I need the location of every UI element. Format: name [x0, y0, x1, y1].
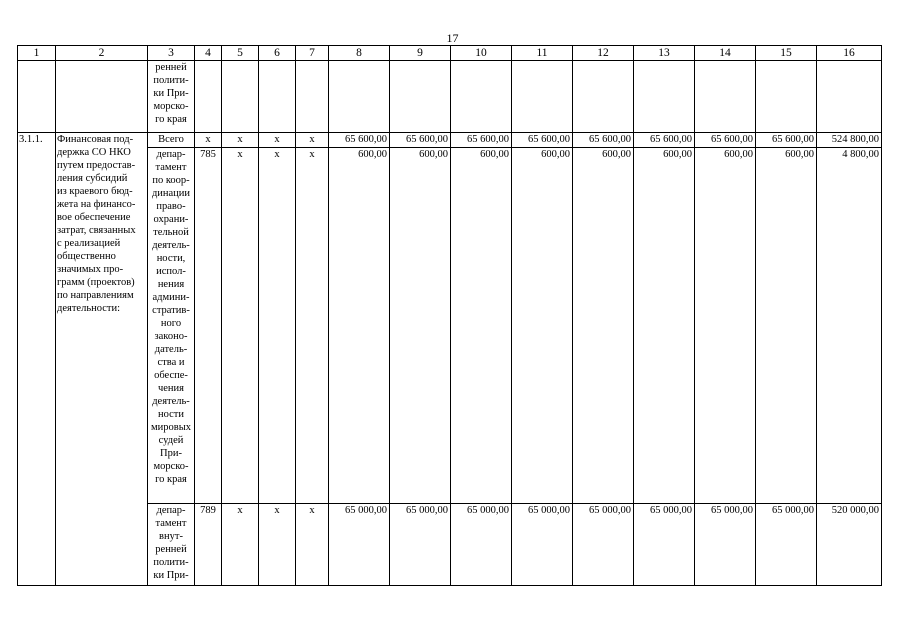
- table-cell: [756, 61, 817, 133]
- column-header: 10: [451, 46, 512, 61]
- table-row-total: [18, 133, 882, 148]
- column-header: 6: [259, 46, 296, 61]
- column-header: 16: [817, 46, 882, 61]
- value-cell: 65 600,00: [329, 133, 390, 148]
- table-cell: [222, 61, 259, 133]
- table-cell: [817, 61, 882, 133]
- value-cell: 600,00: [695, 148, 756, 504]
- table-cell: [296, 61, 329, 133]
- value-cell: 65 000,00: [756, 504, 817, 586]
- code-cell: х: [195, 133, 222, 148]
- code-cell: х: [222, 133, 259, 148]
- table-row: [18, 148, 882, 504]
- code-cell: х: [259, 133, 296, 148]
- column-header: 7: [296, 46, 329, 61]
- column-header: 13: [634, 46, 695, 61]
- column-header: 3: [148, 46, 195, 61]
- table-cell: [634, 61, 695, 133]
- code-cell: х: [222, 504, 259, 586]
- table-cell: [259, 61, 296, 133]
- column-header-row: [18, 46, 882, 61]
- table-cell: [573, 61, 634, 133]
- item-code: 3.1.1.: [18, 133, 56, 586]
- responsible-cell: депар- тамент по коор- динации право- охрани- тельной деятель- ности, испол- нения админи- стратив- ного законо- датель- ства и обеспе- чения деятель- ности мировых судей При- морско- го края: [148, 148, 195, 504]
- value-cell: 65 600,00: [451, 133, 512, 148]
- column-header: 5: [222, 46, 259, 61]
- page-number: 17: [446, 31, 459, 45]
- table-cell: [451, 61, 512, 133]
- value-cell: 65 000,00: [451, 504, 512, 586]
- sum-cell: 520 000,00: [817, 504, 882, 586]
- code-cell: х: [222, 148, 259, 504]
- column-header: 8: [329, 46, 390, 61]
- column-header: 12: [573, 46, 634, 61]
- table-cell: [695, 61, 756, 133]
- column-header: 4: [195, 46, 222, 61]
- table-row: [18, 504, 882, 586]
- value-cell: 65 000,00: [390, 504, 451, 586]
- column-header: 11: [512, 46, 573, 61]
- value-cell: 65 000,00: [329, 504, 390, 586]
- responsible-cell: депар- тамент внут- ренней полити- ки При-: [148, 504, 195, 586]
- sum-cell: 4 800,00: [817, 148, 882, 504]
- value-cell: 600,00: [573, 148, 634, 504]
- value-cell: 65 000,00: [573, 504, 634, 586]
- code-cell: х: [296, 148, 329, 504]
- value-cell: 600,00: [512, 148, 573, 504]
- table-cell: [390, 61, 451, 133]
- value-cell: 600,00: [634, 148, 695, 504]
- responsible-cell: ренней полити- ки При- морско- го края: [148, 61, 195, 133]
- value-cell: 65 600,00: [695, 133, 756, 148]
- column-header: 2: [56, 46, 148, 61]
- column-header: 15: [756, 46, 817, 61]
- column-header: 14: [695, 46, 756, 61]
- value-cell: 65 000,00: [512, 504, 573, 586]
- code-cell: х: [296, 133, 329, 148]
- value-cell: 600,00: [329, 148, 390, 504]
- value-cell: 65 600,00: [512, 133, 573, 148]
- value-cell: 65 600,00: [390, 133, 451, 148]
- code-cell: х: [259, 504, 296, 586]
- value-cell: 65 600,00: [573, 133, 634, 148]
- table-row: [18, 61, 882, 133]
- item-name: Финансовая под- держка СО НКО путем предостав- ления субсидий из краевого бюд- жета на финансо- вое обеспечение затрат, связанных с реализацией общественно значимых про- грамм (проектов) по направлениям деятельности:: [56, 133, 148, 586]
- value-cell: 65 000,00: [634, 504, 695, 586]
- table-cell: [329, 61, 390, 133]
- column-header: 9: [390, 46, 451, 61]
- table-cell: [56, 61, 148, 133]
- sum-cell: 524 800,00: [817, 133, 882, 148]
- value-cell: 65 000,00: [695, 504, 756, 586]
- value-cell: 65 600,00: [756, 133, 817, 148]
- table-cell: [195, 61, 222, 133]
- table-cell: [512, 61, 573, 133]
- value-cell: 600,00: [756, 148, 817, 504]
- value-cell: 600,00: [451, 148, 512, 504]
- value-cell: 600,00: [390, 148, 451, 504]
- code-cell: х: [296, 504, 329, 586]
- code-cell: 785: [195, 148, 222, 504]
- budget-table: [17, 45, 882, 586]
- column-header: 1: [18, 46, 56, 61]
- code-cell: х: [259, 148, 296, 504]
- code-cell: 789: [195, 504, 222, 586]
- table-cell: [18, 61, 56, 133]
- value-cell: 65 600,00: [634, 133, 695, 148]
- responsible-cell: Всего: [148, 133, 195, 148]
